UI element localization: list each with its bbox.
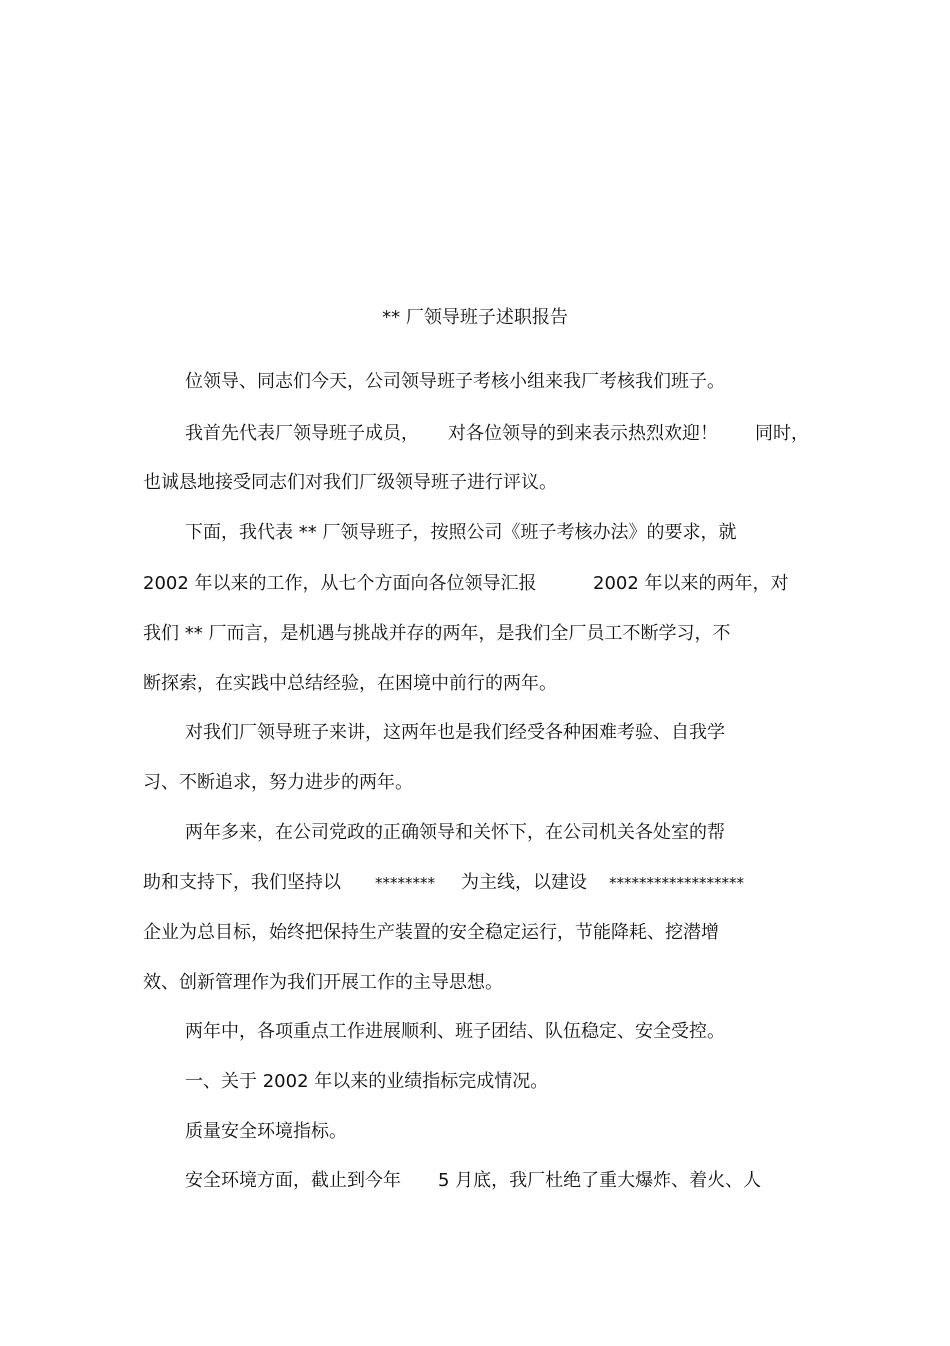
paragraph-line: 断探索，在实践中总结经验，在困境中前行的两年。 [143,673,557,694]
paragraph-line: 两年多来，在公司党政的正确领导和关怀下，在公司机关各处室的帮 [185,822,725,843]
paragraph-line [185,421,809,447]
paragraph-line: 我们 ** 厂而言，是机遇与挑战并存的两年，是我们全厂员工不断学习，不 [143,623,731,644]
paragraph-line: 对我们厂领导班子来讲，这两年也是我们经受各种困难考验、自我学 [185,722,725,743]
paragraph-line: 位领导、同志们今天，公司领导班子考核小组来我厂考核我们班子。 [185,371,725,392]
paragraph-line: 效、创新管理作为我们开展工作的主导思想。 [143,972,503,993]
line-segment: 2002 年以来的两年，对 [593,573,789,594]
line-segment: 5 月底，我厂杜绝了重大爆炸、着火、人 [438,1170,762,1191]
paragraph-line: 质量安全环境指标。 [185,1121,347,1142]
line-segment: ******** [375,874,435,892]
paragraph-line: 一、关于 2002 年以来的业绩指标完成情况。 [185,1071,549,1092]
line-segment: 同时， [755,423,809,444]
line-segment: 助和支持下，我们坚持以 [143,872,341,893]
line-segment: 2002 年以来的工作，从七个方面向各位领导汇报 [143,573,537,594]
paragraph-line [143,870,763,896]
line-segment: 安全环境方面，截止到今年 [185,1170,401,1191]
paragraph-line: 下面，我代表 ** 厂领导班子，按照公司《班子考核办法》的要求，就 [185,522,737,543]
line-segment: 为主线，以建设 [461,872,587,893]
paragraph-line [185,1168,785,1194]
document-title: ** 厂领导班子述职报告 [382,307,568,328]
paragraph-line: 两年中，各项重点工作进展顺利、班子团结、队伍稳定、安全受控。 [185,1021,725,1042]
line-segment: 我首先代表厂领导班子成员， [185,423,419,444]
paragraph-line: 也诚恳地接受同志们对我们厂级领导班子进行评议。 [143,472,557,493]
paragraph-line: 企业为总目标，始终把保持生产装置的安全稳定运行，节能降耗、挖潜增 [143,922,719,943]
line-segment: 对各位领导的到来表示热烈欢迎！ [448,423,718,444]
paragraph-line [143,571,803,597]
line-segment: ****************** [609,874,744,892]
paragraph-line: 习、不断追求，努力进步的两年。 [143,772,413,793]
